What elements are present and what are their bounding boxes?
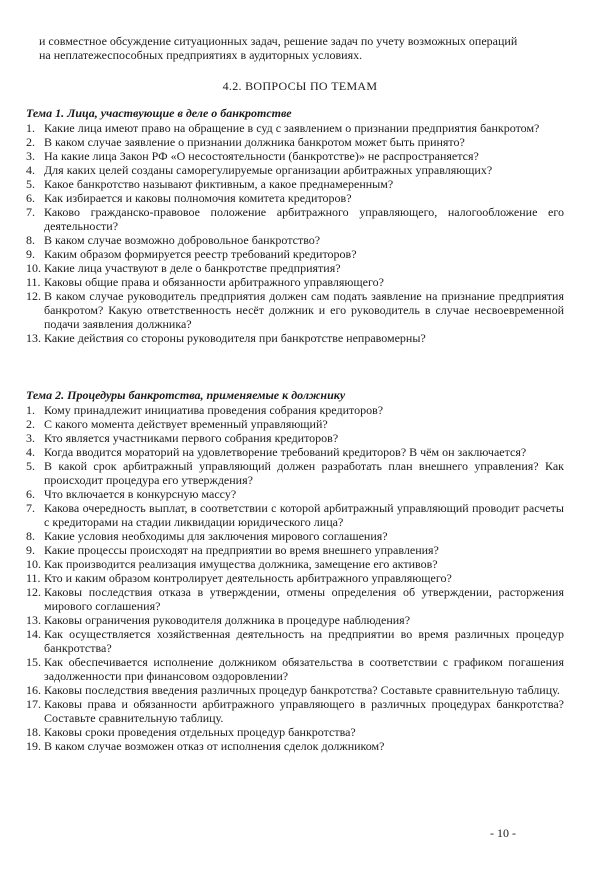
question-number: 6. [26,191,35,205]
intro-line: на неплатежеспособных предприятиях в аудиторных условиях. [39,48,363,62]
question-number: 3. [26,149,35,163]
question-item [26,543,564,557]
question-number: 11. [26,275,41,289]
question-number: 12. [26,289,41,303]
question-text: Каково гражданско-правовое положение арбитражного управляющего, налогообложение его деятельности? [44,205,564,233]
question-item [26,557,564,571]
question-item [26,233,564,247]
question-number: 15. [26,655,41,669]
question-text: Для каких целей созданы саморегулируемые организации арбитражных управляющих? [44,163,493,177]
question-number: 2. [26,135,35,149]
question-text: Каковы права и обязанности арбитражного управляющего в различных процедурах банкротства? Составьте сравнительную таблицу. [44,697,564,725]
question-number: 6. [26,487,35,501]
question-number: 13. [26,331,41,345]
question-number: 9. [26,247,35,261]
question-text: Каковы сроки проведения отдельных процедур банкротства? [44,725,356,739]
topic-title: Тема 1. Лица, участвующие в деле о банкротстве [26,106,292,120]
question-item [26,191,564,205]
question-text: Каковы общие права и обязанности арбитражного управляющего? [44,275,384,289]
question-text: В каком случае возможно добровольное банкротство? [44,233,321,247]
question-text: Как осуществляется хозяйственная деятельность на предприятии во время различных процедур банкротства? [44,627,564,655]
question-item [26,571,564,585]
question-item [26,289,564,331]
question-item [26,655,564,683]
question-number: 8. [26,233,35,247]
question-number: 14. [26,627,41,641]
question-text: Как обеспечивается исполнение должником обязательства в соответствии с графиком погашения задолженности при финансовом оздоровлении? [44,655,564,683]
question-item [26,613,564,627]
question-text: Какие лица имеют право на обращение в суд с заявлением о признании предприятия банкротом? [44,121,540,135]
question-number: 10. [26,261,41,275]
question-text: Какие процессы происходят на предприятии во время внешнего управления? [44,543,439,557]
intro-line: и совместное обсуждение ситуационных задач, решение задач по учету возможных операций [39,34,518,48]
question-item [26,261,564,275]
question-number: 5. [26,177,35,191]
question-text: С какого момента действует временный управляющий? [44,417,328,431]
question-item [26,205,564,233]
question-item [26,403,564,417]
question-text: Какие условия необходимы для заключения мирового соглашения? [44,529,388,543]
question-text: Кто является участниками первого собрания кредиторов? [44,431,339,445]
question-text: Каковы ограничения руководителя должника в процедуре наблюдения? [44,613,411,627]
question-item [26,417,564,431]
question-text: Какие действия со стороны руководителя при банкротстве неправомерны? [44,331,426,345]
question-text: Какие лица участвуют в деле о банкротстве предприятия? [44,261,341,275]
question-item [26,697,564,725]
question-item [26,275,564,289]
question-number: 8. [26,529,35,543]
question-text: В каком случае руководитель предприятия должен сам подать заявление на признание предприятия банкротом? Какую ответственность несёт должник и его руководитель в случае несвоевременной подачи заявления должника? [44,289,564,331]
question-number: 12. [26,585,41,599]
question-item [26,121,564,135]
question-item [26,487,564,501]
question-number: 4. [26,163,35,177]
question-number: 19. [26,739,41,753]
question-list [26,121,564,345]
question-item [26,149,564,163]
section-title: 4.2. ВОПРОСЫ ПО ТЕМАМ [222,79,378,93]
question-number: 10. [26,557,41,571]
question-number: 13. [26,613,41,627]
question-text: На какие лица Закон РФ «О несостоятельности (банкротстве)» не распространяется? [44,149,479,163]
question-item [26,725,564,739]
question-text: В каком случае возможен отказ от исполнения сделок должником? [44,739,385,753]
page-number: - 10 - [490,826,516,840]
topic-title: Тема 2. Процедуры банкротства, применяемые к должнику [26,388,346,402]
question-number: 9. [26,543,35,557]
question-item [26,135,564,149]
question-item [26,459,564,487]
question-number: 4. [26,445,35,459]
question-item [26,163,564,177]
question-text: Каковы последствия отказа в утверждении, отмены определения об утверждении, расторжения мирового соглашения? [44,585,564,613]
question-number: 3. [26,431,35,445]
question-item [26,331,564,345]
question-number: 5. [26,459,35,473]
question-text: В какой срок арбитражный управляющий должен разработать план внешнего управления? Как происходит процедура его утверждения? [44,459,564,487]
question-number: 1. [26,403,35,417]
question-item [26,683,564,697]
question-text: Какое банкротство называют фиктивным, а какое преднамеренным? [44,177,394,191]
question-text: Каковы последствия введения различных процедур банкротства? Составьте сравнительную таблицу. [44,683,560,697]
question-item [26,585,564,613]
question-number: 7. [26,501,35,515]
intro-paragraph [39,34,569,62]
question-text: Что включается в конкурсную массу? [44,487,237,501]
question-text: Каким образом формируется реестр требований кредиторов? [44,247,357,261]
question-text: Как избирается и каковы полномочия комитета кредиторов? [44,191,352,205]
question-number: 7. [26,205,35,219]
question-number: 16. [26,683,41,697]
question-text: Как производится реализация имущества должника, замещение его активов? [44,557,438,571]
question-text: Какова очередность выплат, в соответствии с которой арбитражный управляющий проводит расчеты с кредиторами на стадии ликвидации юридического лица? [44,501,564,529]
question-item [26,247,564,261]
question-number: 18. [26,725,41,739]
question-number: 17. [26,697,41,711]
question-item [26,529,564,543]
question-item [26,627,564,655]
question-text: Когда вводится мораторий на удовлетворение требований кредиторов? В чём он заключается? [44,445,527,459]
question-text: Кто и каким образом контролирует деятельность арбитражного управляющего? [44,571,452,585]
question-number: 11. [26,571,41,585]
question-item [26,501,564,529]
question-number: 2. [26,417,35,431]
question-text: В каком случае заявление о признании должника банкротом может быть принято? [44,135,465,149]
question-item [26,445,564,459]
question-item [26,431,564,445]
question-item [26,177,564,191]
question-list [26,403,564,753]
question-number: 1. [26,121,35,135]
question-item [26,739,564,753]
question-text: Кому принадлежит инициатива проведения собрания кредиторов? [44,403,384,417]
